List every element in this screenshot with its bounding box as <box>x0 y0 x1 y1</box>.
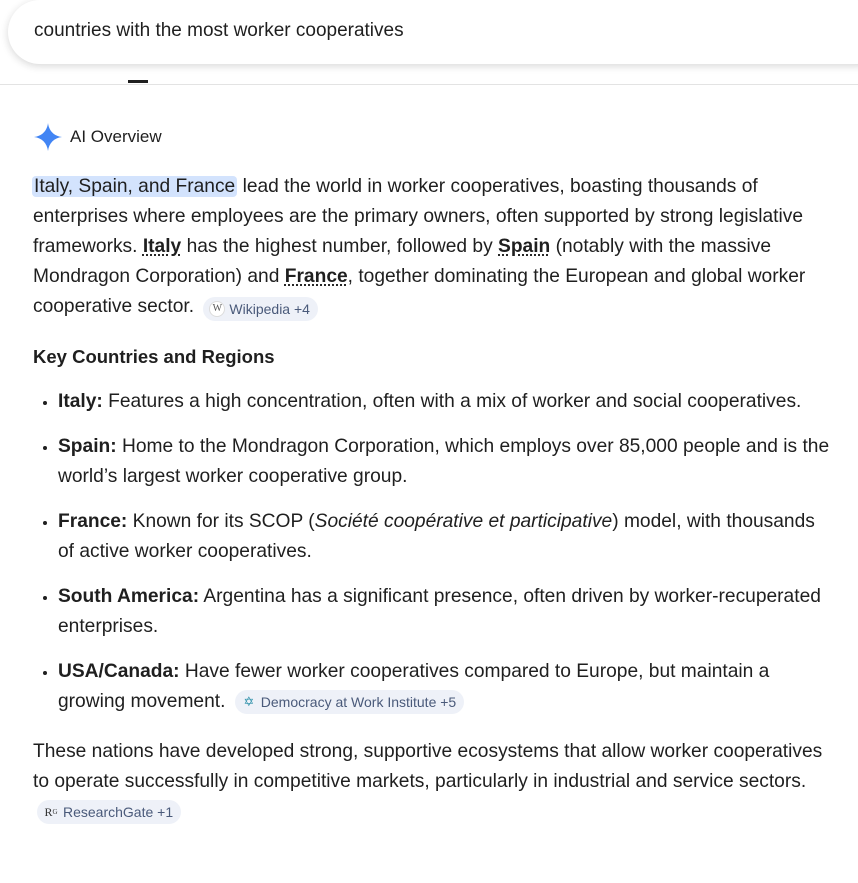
list-item-text: ) model, with thousands of active worker cooperatives. <box>58 511 815 562</box>
search-header <box>0 0 858 85</box>
key-countries-list <box>33 387 833 717</box>
democracy-at-work-icon: ✡ <box>243 694 255 709</box>
list-item <box>58 387 833 417</box>
wikipedia-icon: W <box>209 301 225 317</box>
list-item-label: France: <box>58 511 128 532</box>
intro-text: has the highest number, followed by <box>181 236 499 257</box>
source-chip-researchgate[interactable] <box>37 800 181 824</box>
intro-text: , together dominating the European and global worker cooperative sector. <box>33 266 806 317</box>
highlighted-answer[interactable]: Italy, Spain, and France <box>34 176 236 197</box>
ai-overview-content <box>33 172 833 827</box>
search-input[interactable] <box>34 20 834 42</box>
intro-text: lead the world in worker cooperatives, boasting thousands of enterprises where employees are the primary owners, often supported by strong legislative frameworks. <box>33 176 804 257</box>
conclusion-text: These nations have developed strong, supportive ecosystems that allow worker cooperatives to operate successfully in competitive markets, particularly in industrial and service sectors. <box>33 741 823 792</box>
list-item-label: USA/Canada: <box>58 661 180 682</box>
researchgate-icon: R G <box>44 805 58 819</box>
link-spain[interactable]: Spain <box>498 236 551 257</box>
conclusion-paragraph <box>33 737 833 827</box>
list-item-label: South America: <box>58 586 200 607</box>
link-france[interactable]: France <box>284 266 348 287</box>
source-chip-democracy[interactable] <box>235 690 464 714</box>
search-box[interactable] <box>8 0 858 64</box>
list-item-text: Have fewer worker cooperatives compared to Europe, but maintain a growing movement. <box>58 661 770 712</box>
source-chip-wikipedia[interactable] <box>203 297 318 321</box>
list-item-text: Features a high concentration, often with a mix of worker and social cooperatives. <box>102 391 802 412</box>
active-tab-indicator <box>128 80 148 83</box>
ai-overview-header <box>33 122 162 152</box>
intro-paragraph <box>33 172 833 322</box>
list-item <box>58 507 833 567</box>
link-italy[interactable]: Italy <box>142 236 182 257</box>
source-chip-label: Wikipedia +4 <box>229 301 310 317</box>
source-chip-label: ResearchGate +1 <box>63 804 174 820</box>
intro-text: (notably with the massive Mondragon Corporation) and <box>33 236 772 287</box>
ai-overview-title: AI Overview <box>70 127 162 146</box>
section-heading: Key Countries and Regions <box>33 346 275 367</box>
list-item <box>58 582 833 642</box>
list-item-text: Argentina has a significant presence, often driven by worker-recuperated enterprises. <box>58 586 821 637</box>
list-item-text: Home to the Mondragon Corporation, which employs over 85,000 people and is the world’s largest worker cooperative group. <box>58 436 830 487</box>
list-item-text: Known for its SCOP ( <box>127 511 315 532</box>
list-item <box>58 657 833 717</box>
source-chip-label: Democracy at Work Institute +5 <box>260 694 457 710</box>
sparkle-icon <box>33 122 63 152</box>
list-item <box>58 432 833 492</box>
list-item-italic: Société coopérative et participative <box>314 511 613 532</box>
list-item-label: Spain: <box>58 436 117 457</box>
list-item-label: Italy: <box>58 391 103 412</box>
